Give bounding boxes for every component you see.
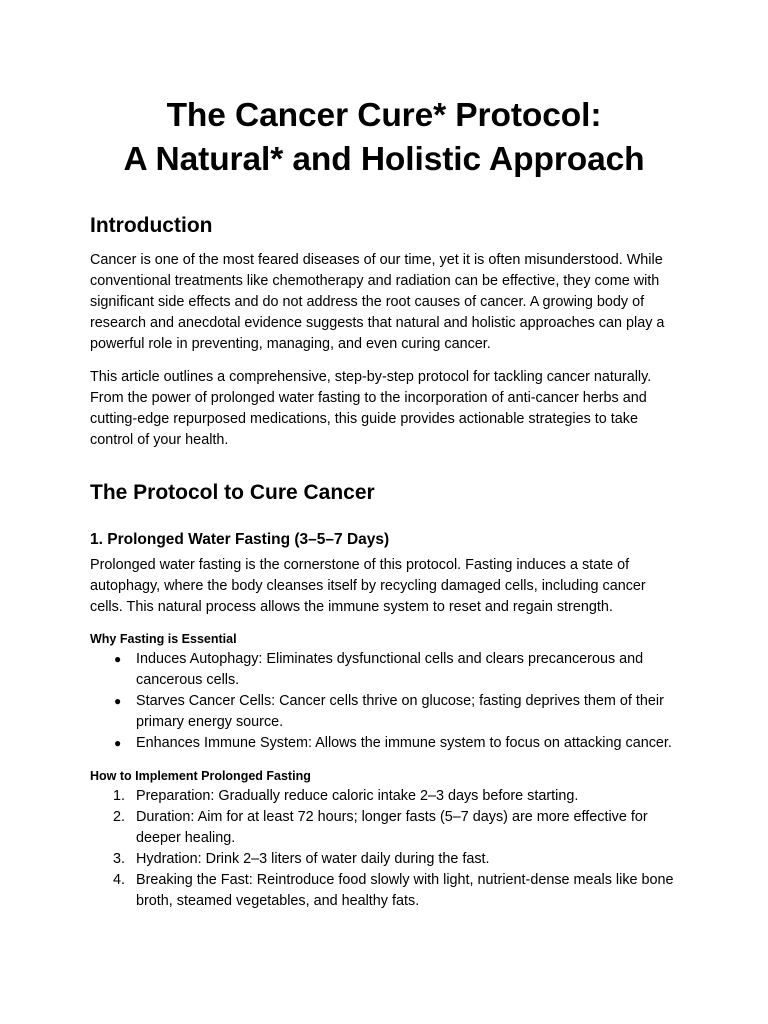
list-number: 4. <box>113 872 126 888</box>
introduction-paragraph-1: Cancer is one of the most feared diseases of our time, yet it is often misunderstood. While conventional treatments like chemotherapy and radiation can be effective, they come with significant side effects and do not address the root causes of cancer. A growing body of research and anecdotal evidence suggests that natural and holistic approaches can play a powerful role in preventing, managing, and even curing cancer. <box>90 252 665 352</box>
list-item-text: Starves Cancer Cells: Cancer cells thrive on glucose; fasting deprives them of their primary energy source. <box>136 693 664 730</box>
how-to-implement-heading: How to Implement Prolonged Fasting <box>90 769 311 783</box>
list-item-text: Breaking the Fast: Reintroduce food slowly with light, nutrient-dense meals like bone broth, steamed vegetables, and healthy fats. <box>136 872 674 909</box>
title-line-2: A Natural* and Holistic Approach <box>123 141 645 178</box>
bullet-icon: ● <box>114 694 122 708</box>
how-to-implement-list <box>90 786 678 912</box>
list-item-text: Enhances Immune System: Allows the immune system to focus on attacking cancer. <box>136 735 672 751</box>
list-item-text: Preparation: Gradually reduce caloric intake 2–3 days before starting. <box>136 788 579 804</box>
introduction-paragraph-2: This article outlines a comprehensive, step-by-step protocol for tackling cancer naturally. From the power of prolonged water fasting to the incorporation of anti-cancer herbs and cutting-edge repurposed medications, this guide provides actionable strategies to take control of your health. <box>90 369 652 448</box>
list-item <box>90 849 678 870</box>
title-line-1: The Cancer Cure* Protocol: <box>166 97 602 134</box>
why-fasting-heading: Why Fasting is Essential <box>90 632 237 646</box>
list-item <box>90 870 678 912</box>
list-item <box>90 691 678 733</box>
list-item <box>90 807 678 849</box>
step-1-paragraph: Prolonged water fasting is the cornerstone of this protocol. Fasting induces a state of autophagy, where the body cleanses itself by recycling damaged cells, including cancer cells. This natural process allows the immune system to reset and regain strength. <box>90 557 646 615</box>
list-number: 1. <box>113 788 126 804</box>
bullet-icon: ● <box>114 652 122 666</box>
step-1-heading: 1. Prolonged Water Fasting (3–5–7 Days) <box>90 531 390 548</box>
list-item-text: Duration: Aim for at least 72 hours; longer fasts (5–7 days) are more effective for deeper healing. <box>136 809 648 846</box>
list-item <box>90 649 678 691</box>
bullet-icon: ● <box>114 736 122 750</box>
list-number: 2. <box>113 809 126 825</box>
page-title <box>90 94 678 182</box>
why-fasting-list <box>90 649 678 754</box>
protocol-heading: The Protocol to Cure Cancer <box>90 481 375 504</box>
introduction-heading: Introduction <box>90 214 213 237</box>
list-item <box>90 786 678 807</box>
list-item-text: Induces Autophagy: Eliminates dysfunctional cells and clears precancerous and cancerous cells. <box>136 651 644 688</box>
list-item <box>90 733 678 754</box>
list-item-text: Hydration: Drink 2–3 liters of water daily during the fast. <box>136 851 490 867</box>
list-number: 3. <box>113 851 126 867</box>
